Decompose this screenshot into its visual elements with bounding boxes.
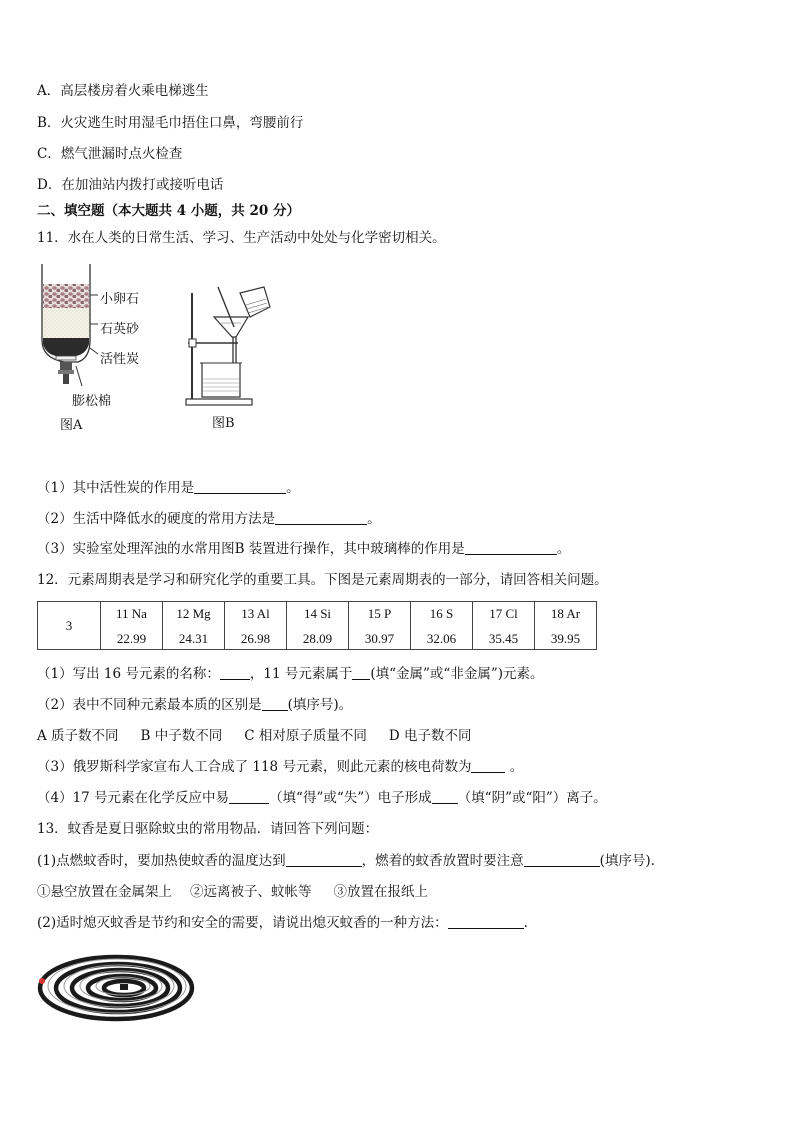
q12-part3: （3）俄罗斯科学家宣布人工合成了 118 号元素，则此元素的核电荷数为 。 [37,759,524,775]
q11-part2: （2）生活中降低水的硬度的常用方法是 。 [37,511,381,527]
mosquito-coil-image [36,950,196,1022]
option-d: D．在加油站内拨打或接听电话 [37,177,224,193]
answer-blank[interactable] [465,540,557,555]
element-cell: 18 Ar 39.95 [535,602,597,650]
q12-part1: （1）写出 16 号元素的名称： ，11 号元素属于 (填“金属”或“非金属”)元素。 [37,666,544,682]
q11-part3: （3）实验室处理浑浊的水常用图B 装置进行操作，其中玻璃棒的作用是 。 [37,541,571,557]
q13-choices: ①悬空放置在金属架上 ②远离被子、蚊帐等 ③放置在报纸上 [37,884,428,900]
q13-stem: 13．蚊香是夏日驱除蚊虫的常用物品．请回答下列问题： [37,821,379,837]
q12-choices: A 质子数不同 B 中子数不同 C 相对原子质量不同 D 电子数不同 [37,728,472,744]
layer-label-cotton: 膨松棉 [72,394,112,409]
answer-blank[interactable] [448,914,524,929]
answer-blank[interactable] [286,852,362,867]
periodic-table-fragment [37,601,597,650]
layer-label-activated-carbon: 活性炭 [100,352,140,367]
element-cell: 13 Al 26.98 [225,602,287,650]
figure-b-caption: 图B [212,416,235,431]
filtration-apparatus-figure [180,283,275,408]
answer-blank[interactable] [229,789,269,804]
answer-blank[interactable] [524,852,600,867]
answer-blank[interactable] [471,758,505,773]
q12-part4: （4）17 号元素在化学反应中易 （填“得”或“失”）电子形成 （填“阴”或“阳”）离子。 [37,790,607,806]
q12-part2: （2）表中不同种元素最本质的区别是 (填序号)。 [37,697,353,713]
answer-blank[interactable] [220,665,250,680]
answer-blank[interactable] [275,510,367,525]
section-title: 二、填空题（本大题共 4 小题，共 20 分） [37,203,300,219]
element-cell: 16 S 32.06 [411,602,473,650]
water-filter-figure [36,262,106,392]
element-cell: 17 Cl 35.45 [473,602,535,650]
layer-label-pebbles: 小卵石 [100,292,140,307]
answer-blank[interactable] [262,696,288,711]
q11-part1: （1）其中活性炭的作用是 。 [37,480,300,496]
element-cell: 12 Mg 24.31 [163,602,225,650]
figure-a-caption: 图A [60,418,83,433]
q13-part1: (1)点燃蚊香时，要加热使蚊香的温度达到 ，燃着的蚊香放置时要注意 (填序号). [37,853,655,869]
q13-part2: (2)适时熄灭蚊香是节约和安全的需要，请说出熄灭蚊香的一种方法： . [37,915,528,931]
q11-stem: 11．水在人类的日常生活、学习、生产活动中处处与化学密切相关。 [37,230,446,246]
period-cell: 3 [38,602,101,650]
layer-label-quartz-sand: 石英砂 [100,322,140,337]
answer-blank[interactable] [194,479,286,494]
element-cell: 11 Na 22.99 [101,602,163,650]
answer-blank[interactable] [352,665,370,680]
option-a: A．高层楼房着火乘电梯逃生 [37,83,209,99]
element-cell: 14 Si 28.09 [287,602,349,650]
option-b: B．火灾逃生时用湿毛巾捂住口鼻，弯腰前行 [37,115,304,131]
answer-blank[interactable] [432,789,458,804]
option-c: C．燃气泄漏时点火检查 [37,146,183,162]
element-cell: 15 P 30.97 [349,602,411,650]
q12-stem: 12．元素周期表是学习和研究化学的重要工具。下图是元素周期表的一部分，请回答相关问题。 [37,572,608,588]
